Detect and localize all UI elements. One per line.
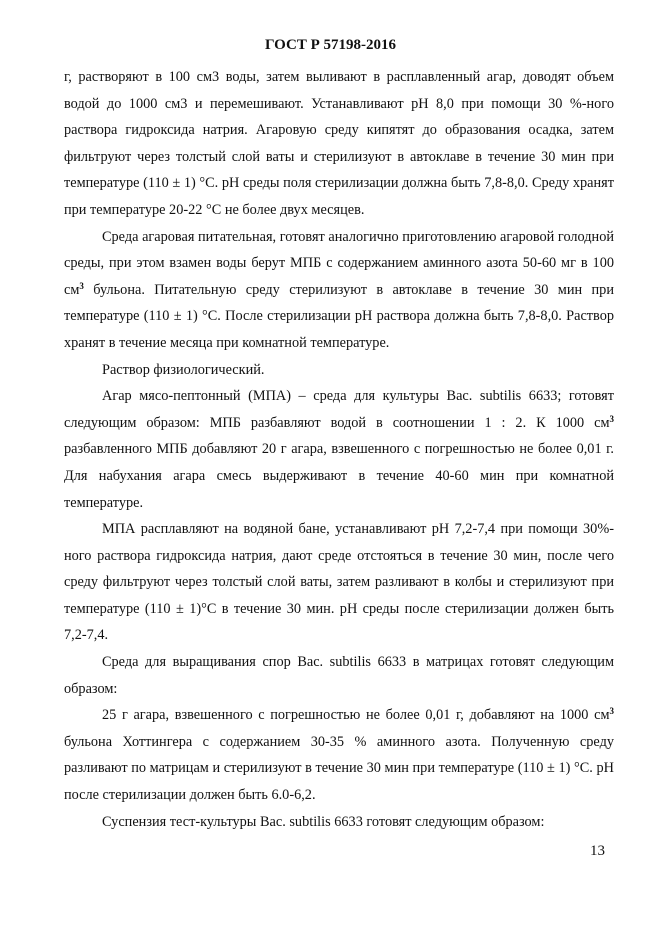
page-number: 13 <box>590 843 605 859</box>
paragraph-2-text-b: бульона. Питательную среду стерилизуют в автоклаве в течение 30 мин при температуре (110 ± 1) °С. После стерилизации pH раствора должна быть 7,8-8,0. Раствор хранят в течение месяца при комнатной температуре. <box>64 281 614 351</box>
paragraph-1: г, растворяют в 100 см3 воды, затем выливают в расплавленный агар, доводят объем водой до 1000 см3 и перемешивают. Устанавливают pH 8,0 при помощи 30 %-ного раствора гидроксида натрия. Агаровую среду кипятят до образования осадка, затем фильтруют через толстый слой ваты и стерилизуют в автоклаве в течение 30 мин при температуре (110 ± 1) °С. pH среды поля стерилизации должна быть 7,8-8,0. Среду хранят при температуре 20-22 °С не более двух месяцев. <box>64 69 614 218</box>
paragraph-3: Раствор физиологический. <box>102 361 265 378</box>
paragraph-8: Суспензия тест-культуры Bac. subtilis 6633 готовят следующим образом: <box>102 813 545 830</box>
paragraph-2 <box>64 224 614 357</box>
paragraph-7-text-a: 25 г агара, взвешенного с погрешностью не более 0,01 г, добавляют на 1000 см <box>102 707 610 724</box>
paragraph-6: Среда для выращивания спор Bac. subtilis 6633 в матрицах готовят следующим образом: <box>64 654 614 697</box>
paragraph-4-text-a: Агар мясо-пептонный (МПА) – среда для культуры Bac. subtilis 6633; готовят следующим образом: МПБ разбавляют водой в соотношении 1 : 2. К 1000 см <box>64 388 614 431</box>
paragraph-5: МПА расплавляют на водяной бане, устанавливают pH 7,2-7,4 при помощи 30%-ного раствора гидроксида натрия, дают среде отстояться в течение 30 мин, после чего среду фильтруют через толстый слой ваты, затем разливают в колбы и стерилизуют при температуре (110 ± 1)°С в течение 30 мин. pH среды после стерилизации должен быть 7,2-7,4. <box>64 521 614 644</box>
document-body <box>64 64 614 835</box>
standard-header: ГОСТ Р 57198-2016 <box>264 37 396 53</box>
paragraph-2-text-a: Среда агаровая питательная, готовят аналогично приготовлению агаровой голодной среды, при этом взамен воды берут МПБ с содержанием аминного азота 50-60 мг в 100 см <box>64 228 614 298</box>
paragraph-7-text-b: бульона Хоттингера с содержанием 30-35 % аминного азота. Полученную среду разливают по матрицам и стерилизуют в течение 30 мин при температуре (110 ± 1) °С. pH после стерилизации должен быть 6.0-6,2. <box>64 733 614 804</box>
paragraph-4-text-b: разбавленного МПБ добавляют 20 г агара, взвешенного с погрешностью не более 0,01 г. Для набухания агара смесь выдерживают в течение 40-60 мин при комнатной температуре. <box>64 441 614 511</box>
superscript-3: 3 <box>609 706 614 717</box>
superscript-3: 3 <box>79 280 84 291</box>
paragraph-4 <box>64 383 614 516</box>
superscript-3: 3 <box>609 413 614 424</box>
paragraph-7 <box>64 702 614 808</box>
